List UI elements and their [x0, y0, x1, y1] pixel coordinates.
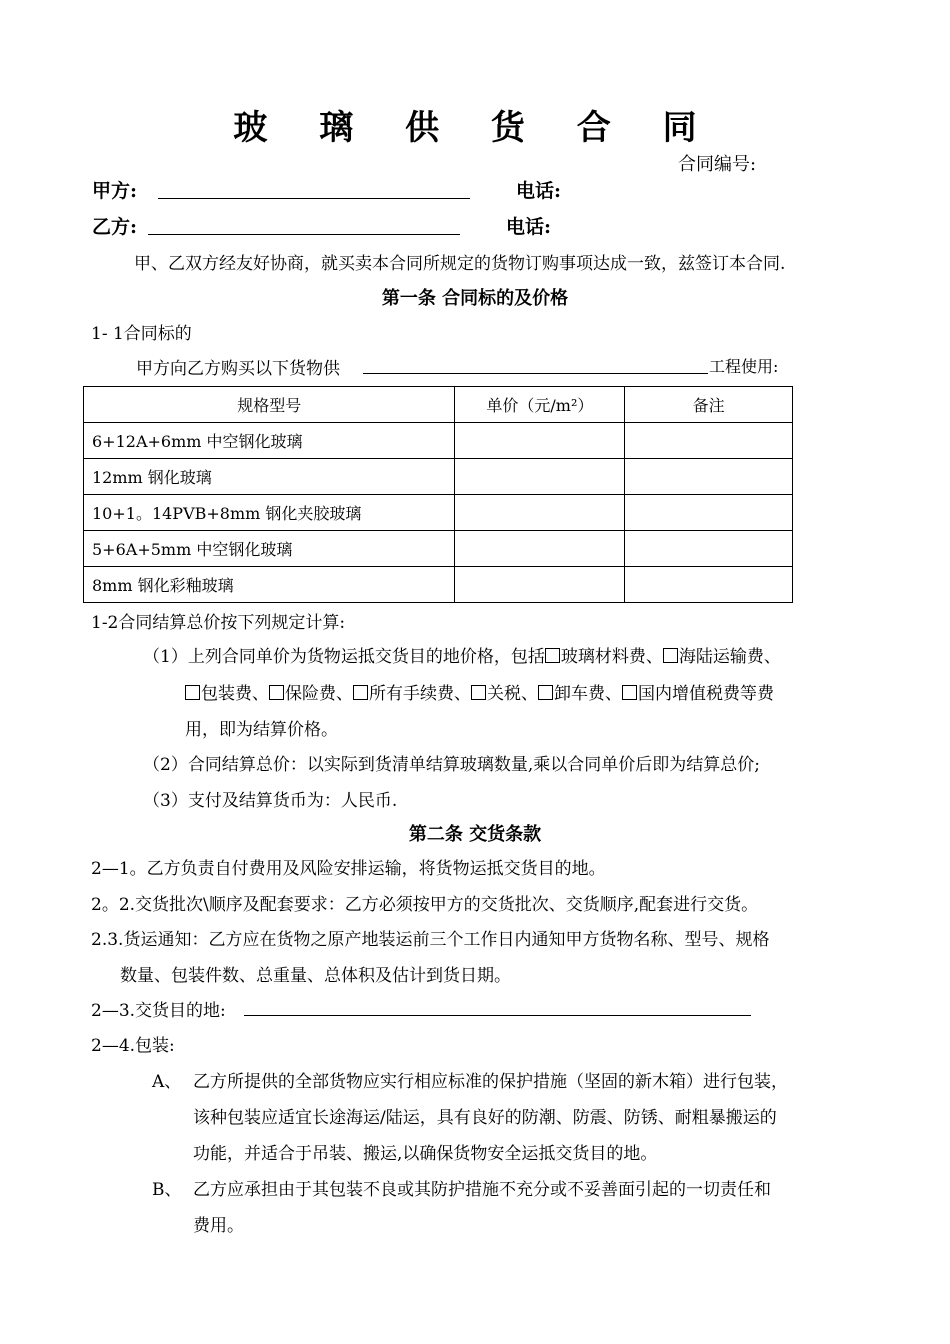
purchase-prefix: 甲方向乙方购买以下货物供 [136, 359, 340, 379]
checkbox[interactable] [185, 685, 200, 700]
item-b-line-2: 费用。 [193, 1216, 244, 1236]
fee-item: 国内增值税费 [638, 684, 740, 704]
contract-number-label: 合同编号: [678, 154, 757, 175]
clause-1-tail: 等费 [740, 684, 774, 704]
party-b-field[interactable] [148, 234, 460, 235]
clause-1-line-1: （1）上列合同单价为货物运抵交货目的地价格，包括 玻璃材料费、 海陆运输费、 [143, 647, 781, 667]
remark-cell[interactable] [625, 423, 793, 459]
price-cell[interactable] [455, 459, 625, 495]
spec-cell: 5+6A+5mm 中空钢化玻璃 [84, 531, 455, 567]
checkbox[interactable] [538, 685, 553, 700]
fee-item: 所有手续费 [369, 684, 454, 704]
item-a-line-1: 乙方所提供的全部货物应实行相应标准的保护措施（坚固的新木箱）进行包装， [193, 1072, 788, 1092]
clause-2: （2）合同结算总价：以实际到货清单结算玻璃数量,乘以合同单价后即为结算总价; [143, 755, 760, 775]
remark-cell[interactable] [625, 459, 793, 495]
fee-item: 保险费 [285, 684, 336, 704]
checkbox[interactable] [353, 685, 368, 700]
spec-cell: 12mm 钢化玻璃 [84, 459, 455, 495]
fee-item: 卸车费 [554, 684, 605, 704]
table-row [84, 459, 793, 495]
clause-3: （3）支付及结算货币为：人民币. [143, 791, 398, 811]
table-header-row [84, 387, 793, 423]
item-a-label: A、 [152, 1072, 182, 1092]
para-2-3-line-2: 数量、包装件数、总重量、总体积及估计到货日期。 [120, 966, 511, 986]
party-a-phone-label: 电话: [516, 180, 562, 202]
checkbox[interactable] [622, 685, 637, 700]
fee-item: 包装费 [201, 684, 252, 704]
para-2-1: 2—1。乙方负责自付费用及风险安排运输，将货物运抵交货目的地。 [91, 859, 606, 879]
spec-cell: 6+12A+6mm 中空钢化玻璃 [84, 423, 455, 459]
spec-cell: 10+1。14PVB+8mm 钢化夹胶玻璃 [84, 495, 455, 531]
header-spec: 规格型号 [84, 387, 455, 423]
fee-item: 关税 [487, 684, 521, 704]
delivery-destination-field[interactable] [244, 1015, 751, 1016]
party-b-phone-label: 电话: [506, 216, 552, 238]
fee-item: 海陆运输费 [678, 647, 764, 667]
article-2-heading: 第二条 交货条款 [408, 824, 542, 845]
spec-table [83, 386, 793, 603]
clause-1-line-2: 包装费、 保险费、 所有手续费、 关税、 卸车费、 国内增值税费等费 [185, 679, 774, 704]
checkbox[interactable] [663, 648, 678, 663]
item-a-line-2: 该种包装应适宜长途海运/陆运，具有良好的防潮、防震、防锈、耐粗暴搬运的 [193, 1108, 777, 1128]
delivery-destination-label: 2—3.交货目的地: [91, 1001, 226, 1021]
para-2-2: 2。2.交货批次\顺序及配套要求：乙方必须按甲方的交货批次、交货顺序,配套进行交货。 [91, 895, 759, 915]
project-name-field[interactable] [363, 373, 708, 374]
checkbox[interactable] [269, 685, 284, 700]
price-cell[interactable] [455, 531, 625, 567]
party-a-field[interactable] [158, 198, 470, 199]
item-b-label: B、 [152, 1180, 182, 1200]
purchase-suffix: 工程使用: [709, 357, 779, 376]
checkbox[interactable] [471, 685, 486, 700]
price-cell[interactable] [455, 495, 625, 531]
article-1-heading: 第一条 合同标的及价格 [381, 288, 569, 309]
item-1-2: 1-2合同结算总价按下列规定计算: [91, 613, 346, 633]
table-row [84, 531, 793, 567]
clause-1-end: 用，即为结算价格。 [185, 720, 338, 740]
document-title: 玻 璃 供 货 合 同 [233, 108, 717, 148]
clause-1-lead: （1）上列合同单价为货物运抵交货目的地价格，包括 [143, 647, 545, 667]
item-b-line-1: 乙方应承担由于其包装不良或其防护措施不充分或不妥善面引起的一切责任和 [193, 1180, 771, 1200]
item-1-1: 1- 1合同标的 [91, 324, 192, 344]
price-cell[interactable] [455, 567, 625, 603]
fee-item: 玻璃材料费 [560, 647, 646, 667]
header-remark: 备注 [625, 387, 793, 423]
intro-paragraph: 甲、乙双方经友好协商，就买卖本合同所规定的货物订购事项达成一致，兹签订本合同. [134, 254, 786, 274]
party-a-label: 甲方: [92, 180, 138, 202]
para-2-3-line-1: 2.3.货运通知：乙方应在货物之原产地装运前三个工作日内通知甲方货物名称、型号、规格 [91, 930, 770, 950]
item-a-line-3: 功能，并适合于吊装、搬运,以确保货物安全运抵交货目的地。 [193, 1144, 658, 1164]
remark-cell[interactable] [625, 567, 793, 603]
spec-cell: 8mm 钢化彩釉玻璃 [84, 567, 455, 603]
party-b-label: 乙方: [92, 216, 138, 238]
price-cell[interactable] [455, 423, 625, 459]
para-2-4: 2—4.包装: [91, 1036, 175, 1056]
checkbox[interactable] [545, 648, 560, 663]
table-row [84, 423, 793, 459]
remark-cell[interactable] [625, 495, 793, 531]
header-unit-price: 单价（元/m²） [455, 387, 625, 423]
remark-cell[interactable] [625, 531, 793, 567]
table-row [84, 495, 793, 531]
table-row [84, 567, 793, 603]
